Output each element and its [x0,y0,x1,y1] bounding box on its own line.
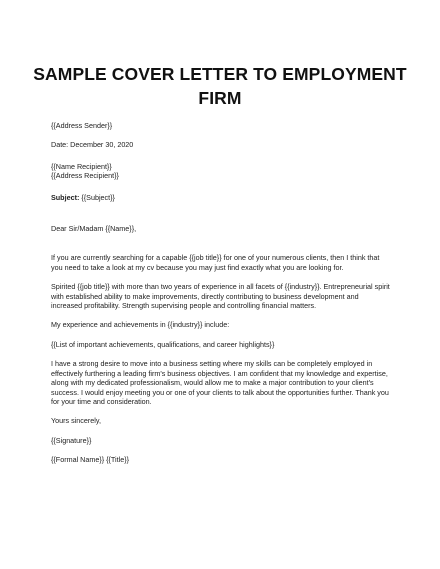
salutation: Dear Sir/Madam {{Name}}, [51,224,137,234]
paragraph-summary: Spirited {{job title}} with more than two years of experience in all facets of {{industry}}. Entrepreneurial spirit with established ability to make improvements, directly contributing to business development and increased profitability. Strength supervising people and controlling financial matters. [51,282,390,311]
address-recipient: {{Address Recipient}} [51,171,119,181]
signature: {{Signature}} [51,435,92,445]
paragraph-intro: If you are currently searching for a capable {{job title}} for one of your numerous clients, then I think that you need to take a look at my cv because you may just find exactly what you are looking for. [51,253,380,272]
date-line: Date: December 30, 2020 [51,140,134,150]
subject-label: Subject: [51,192,80,202]
letter-body [51,121,391,465]
name-recipient: {{Name Recipient}} [51,161,112,171]
paragraph-achievements: {{List of important achievements, qualifications, and career highlights}} [51,339,275,349]
subject-line [51,193,391,202]
formal-name: {{Formal Name}} {{Title}} [51,455,130,465]
paragraph-motivation: I have a strong desire to move into a business setting where my skills can be completely employed in effectively furthering a leading firm's business objectives. I am confident that my knowledge and expertise, along with my dedicated professionalism, would allow me to make a major contribution to your client's success. I would enjoy meeting you or one of your clients to talk about the opportunities further. Thank you for your time and consideration. [51,359,389,406]
closing: Yours sincerely, [51,416,101,426]
address-sender: {{Address Sender}} [51,121,113,130]
paragraph-experience: My experience and achievements in {{industry}} include: [51,320,230,330]
document-title: SAMPLE COVER LETTER TO EMPLOYMENT FIRM [33,64,407,108]
subject-value: {{Subject}} [79,192,115,202]
